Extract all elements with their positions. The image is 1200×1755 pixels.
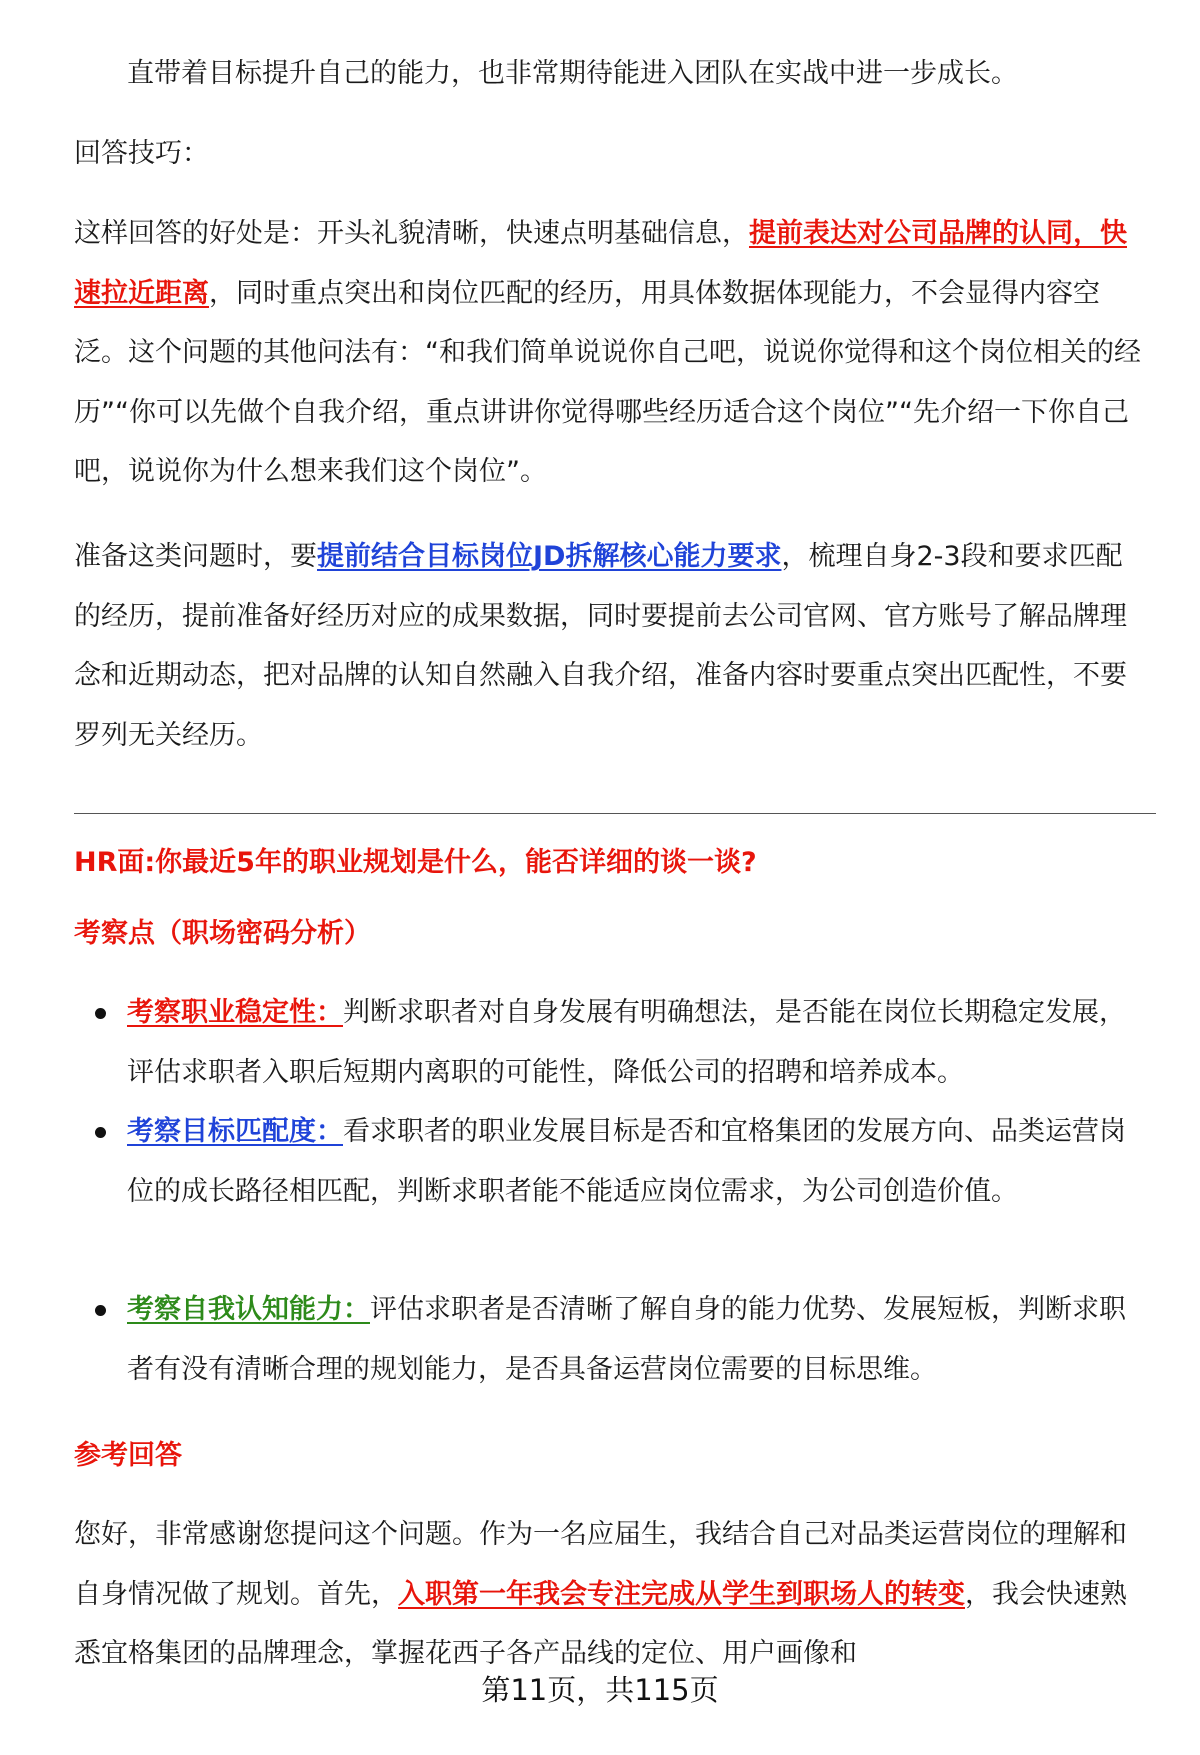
bullet-2-text: 看求职者的职业发展目标是否和宜格集团的发展方向、品类运营岗位的成长路径相匹配，判断求职者能不能适应岗位需求，为公司创造价值。 — [127, 1116, 1126, 1207]
bullet-item-2 — [127, 1102, 1148, 1221]
tips-paragraph-2 — [74, 527, 1148, 765]
bullet-3-text: 评估求职者是否清晰了解自身的能力优势、发展短板，判断求职者有没有清晰合理的规划能力，是否具备运营岗位需要的目标思维。 — [127, 1294, 1126, 1385]
answer-pre: 您好，非常感谢您提问这个问题。作为一名应届生，我结合自己对品类运营岗位的理解和自身情况做了规划。首先， — [74, 1519, 1127, 1610]
tips-para1-post: ，同时重点突出和岗位匹配的经历，用具体数据体现能力，不会显得内容空泛。这个问题的其他问法有：“和我们简单说说你自己吧，说说你觉得和这个岗位相关的经历”“你可以先做个自我介绍，重点讲讲你觉得哪些经历适合这个岗位”“先介绍一下你自己吧，说说你为什么想来我们这个岗位”。 — [74, 277, 1141, 487]
answer-post: ，我会快速熟悉宜格集团的品牌理念，掌握花西子各产品线的定位、用户画像和 — [74, 1578, 1127, 1669]
continued-line-text: 直带着目标提升自己的能力，也非常期待能进入团队在实战中进一步成长。 — [127, 58, 1018, 89]
bullet-dot-2 — [95, 1127, 106, 1138]
continued-line — [127, 44, 1148, 104]
bullet-1-label: 考察职业稳定性： — [127, 997, 343, 1028]
bullet-2-label: 考察目标匹配度： — [127, 1116, 343, 1147]
bullet-item-1 — [127, 983, 1148, 1102]
page-footer: 第11页，共115页 — [481, 1673, 719, 1707]
bullet-3-label: 考察自我认知能力： — [127, 1294, 370, 1325]
tips-para1-highlight: 提前表达对公司品牌的认同，快速拉近距离 — [74, 218, 1127, 309]
bullet-dot-3 — [95, 1305, 106, 1316]
tips-paragraph-1 — [74, 204, 1148, 502]
tips-para2-highlight: 提前结合目标岗位JD拆解核心能力要求 — [317, 541, 782, 572]
tips-para2-post: ，梳理自身2-3段和要求匹配的经历，提前准备好经历对应的成果数据，同时要提前去公司官网、官方账号了解品牌理念和近期动态，把对品牌的认知自然融入自我介绍，准备内容时要重点突出匹配性，不要罗列无关经历。 — [74, 541, 1127, 751]
tips-label — [74, 124, 1148, 184]
tips-para1-pre: 这样回答的好处是：开头礼貌清晰，快速点明基础信息， — [74, 218, 749, 249]
answer-paragraph — [74, 1505, 1148, 1684]
section-divider — [74, 813, 1156, 814]
tips-label-text: 回答技巧： — [74, 138, 209, 169]
reference-heading: 参考回答 — [74, 1440, 182, 1471]
bullet-item-3 — [127, 1280, 1148, 1399]
bullet-dot-1 — [95, 1008, 106, 1019]
bullet-1-text: 判断求职者对自身发展有明确想法，是否能在岗位长期稳定发展，评估求职者入职后短期内离职的可能性，降低公司的招聘和培养成本。 — [127, 997, 1126, 1088]
tips-para2-pre: 准备这类问题时，要 — [74, 541, 317, 572]
question-heading: HR面:你最近5年的职业规划是什么，能否详细的谈一谈? — [74, 847, 757, 878]
assessment-heading: 考察点（职场密码分析） — [74, 918, 371, 949]
answer-highlight: 入职第一年我会专注完成从学生到职场人的转变 — [398, 1578, 965, 1610]
